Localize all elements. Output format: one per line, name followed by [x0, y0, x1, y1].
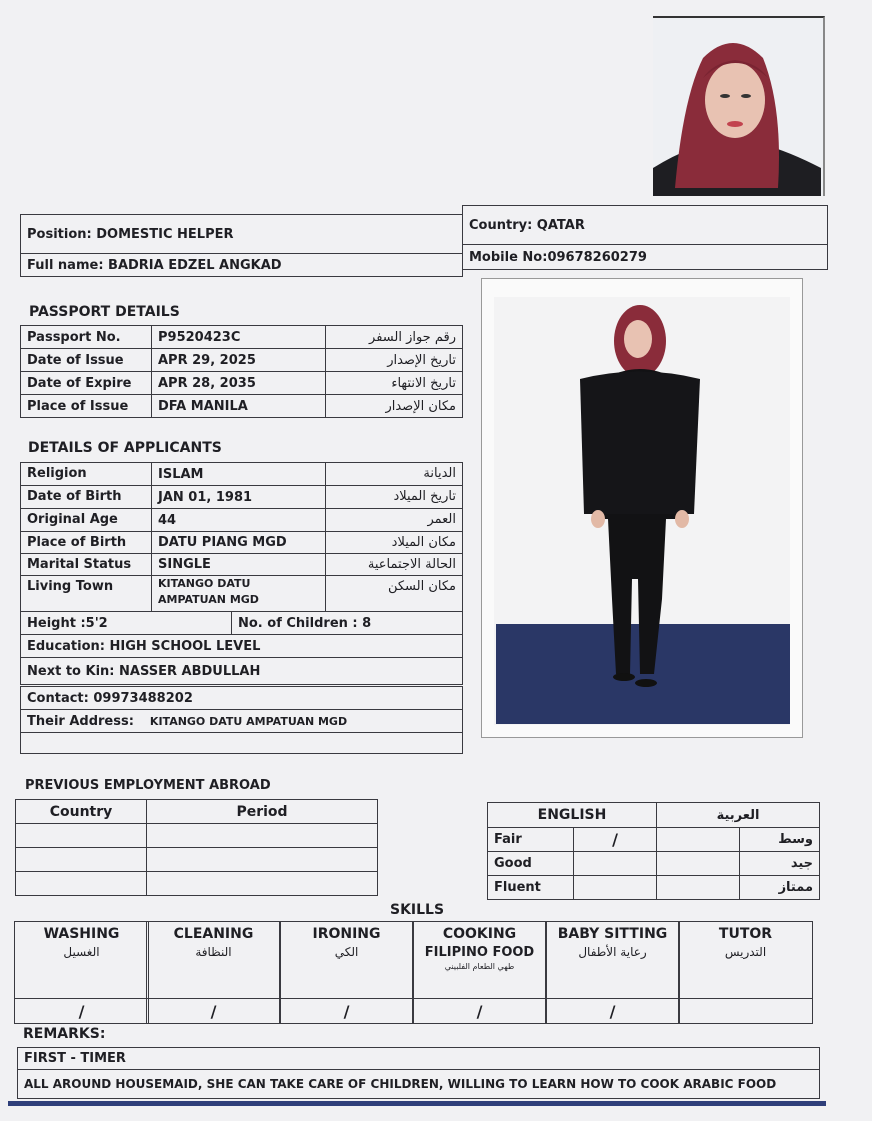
address-label: Their Address:: [27, 713, 134, 729]
employment-section-title: PREVIOUS EMPLOYMENT ABROAD: [25, 778, 271, 793]
position-cell: Position: DOMESTIC HELPER: [20, 214, 463, 254]
applicant-arabic: العمر: [325, 508, 463, 532]
applicant-arabic: مكان السكن: [325, 575, 463, 612]
skill-sub: طهي الطعام الفلبيني: [444, 962, 515, 971]
language-level-arabic: وسط: [739, 827, 820, 852]
country-cell: Country: QATAR: [462, 205, 828, 245]
language-level-label: Good: [487, 851, 574, 876]
language-level-label: Fair: [487, 827, 574, 852]
skill-arabic: الكي: [334, 945, 359, 959]
skill-arabic: FILIPINO FOOD: [424, 945, 535, 960]
skill-cell: [412, 921, 547, 999]
language-level-arabic: ممتاز: [739, 875, 820, 900]
portrait-figure: [653, 18, 823, 196]
contact-cell: Contact: 09973488202: [20, 686, 463, 710]
mobile-cell: Mobile No:09678260279: [462, 244, 828, 270]
full-body-figure: [482, 279, 802, 737]
employment-row: [146, 823, 378, 848]
applicant-value: ISLAM: [151, 462, 326, 486]
applicant-arabic: الحالة الاجتماعية: [325, 553, 463, 576]
skill-arabic: رعاية الأطفال: [578, 945, 647, 959]
applicant-arabic: تاريخ الميلاد: [325, 485, 463, 509]
passport-arabic: تاريخ الانتهاء: [325, 371, 463, 395]
language-english-mark: [573, 875, 657, 900]
full-name-cell: Full name: BADRIA EDZEL ANGKAD: [20, 253, 463, 277]
employment-row: [146, 847, 378, 872]
skill-mark: /: [279, 998, 414, 1024]
applicant-label: Religion: [20, 462, 152, 486]
language-level-label: Fluent: [487, 875, 574, 900]
skill-cell: [146, 921, 281, 999]
skill-mark: [678, 998, 813, 1024]
employment-col-period: Period: [146, 799, 378, 824]
employment-row: [15, 871, 147, 896]
applicant-arabic: الديانة: [325, 462, 463, 486]
skill-arabic: التدريس: [724, 945, 767, 959]
applicant-value: SINGLE: [151, 553, 326, 576]
applicant-label: Original Age: [20, 508, 152, 532]
skill-cell: [545, 921, 680, 999]
education-cell: Education: HIGH SCHOOL LEVEL: [20, 634, 463, 658]
remarks-line-1: FIRST - TIMER: [17, 1047, 820, 1070]
skill-name: COOKING: [442, 926, 517, 942]
employment-row: [15, 823, 147, 848]
skill-name: CLEANING: [173, 926, 254, 942]
language-level-arabic: جيد: [739, 851, 820, 876]
applicant-label: Marital Status: [20, 553, 152, 576]
skill-name: IRONING: [312, 926, 381, 942]
children-cell: No. of Children : 8: [231, 611, 463, 635]
skill-name: WASHING: [43, 926, 120, 942]
applicant-value: KITANGO DATU AMPATUAN MGD: [151, 575, 326, 612]
applicant-section-title: DETAILS OF APPLICANTS: [28, 440, 222, 456]
language-arabic-mark: [656, 875, 740, 900]
applicant-value: 44: [151, 508, 326, 532]
applicant-label: Living Town: [20, 575, 152, 612]
portrait-photo: [653, 16, 825, 196]
employment-row: [146, 871, 378, 896]
footer-rule: [8, 1101, 826, 1106]
skills-section-title: SKILLS: [390, 902, 445, 918]
skill-cell: [279, 921, 414, 999]
language-header-arabic: العربية: [656, 802, 820, 828]
skill-mark: /: [545, 998, 680, 1024]
passport-arabic: رقم جواز السفر: [325, 325, 463, 349]
skill-mark: /: [146, 998, 281, 1024]
address-value: KITANGO DATU AMPATUAN MGD: [149, 714, 348, 728]
language-english-mark: /: [573, 827, 657, 852]
language-header-english: ENGLISH: [487, 802, 657, 828]
applicant-value: DATU PIANG MGD: [151, 531, 326, 554]
passport-arabic: مكان الإصدار: [325, 394, 463, 418]
employment-col-country: Country: [15, 799, 147, 824]
height-cell: Height :5'2: [20, 611, 232, 635]
language-english-mark: [573, 851, 657, 876]
remarks-line-2: ALL AROUND HOUSEMAID, SHE CAN TAKE CARE OF CHILDREN, WILLING TO LEARN HOW TO COOK ARABIC FOOD: [17, 1069, 820, 1099]
passport-section-title: PASSPORT DETAILS: [29, 304, 180, 320]
skill-arabic: النظافة: [195, 945, 232, 959]
applicant-label: Place of Birth: [20, 531, 152, 554]
skill-mark: /: [412, 998, 547, 1024]
applicant-label: Date of Birth: [20, 485, 152, 509]
full-body-photo: [481, 278, 803, 738]
passport-label: Date of Issue: [20, 348, 152, 372]
applicant-value: JAN 01, 1981: [151, 485, 326, 509]
skill-cell: [678, 921, 813, 999]
passport-arabic: تاريخ الإصدار: [325, 348, 463, 372]
next-kin-cell: Next to Kin: NASSER ABDULLAH: [20, 657, 463, 685]
remarks-title: REMARKS:: [23, 1026, 106, 1042]
passport-value: APR 29, 2025: [151, 348, 326, 372]
blank-row: [20, 732, 463, 754]
skill-name: BABY SITTING: [557, 926, 668, 942]
applicant-arabic: مكان الميلاد: [325, 531, 463, 554]
skill-arabic: الغسيل: [63, 945, 100, 959]
passport-label: Passport No.: [20, 325, 152, 349]
passport-label: Date of Expire: [20, 371, 152, 395]
skill-mark: /: [14, 998, 149, 1024]
language-arabic-mark: [656, 851, 740, 876]
address-cell: [20, 709, 463, 733]
employment-row: [15, 847, 147, 872]
skill-name: TUTOR: [718, 926, 773, 942]
passport-label: Place of Issue: [20, 394, 152, 418]
language-arabic-mark: [656, 827, 740, 852]
skill-cell: [14, 921, 149, 999]
passport-value: DFA MANILA: [151, 394, 326, 418]
passport-value: P9520423C: [151, 325, 326, 349]
passport-value: APR 28, 2035: [151, 371, 326, 395]
